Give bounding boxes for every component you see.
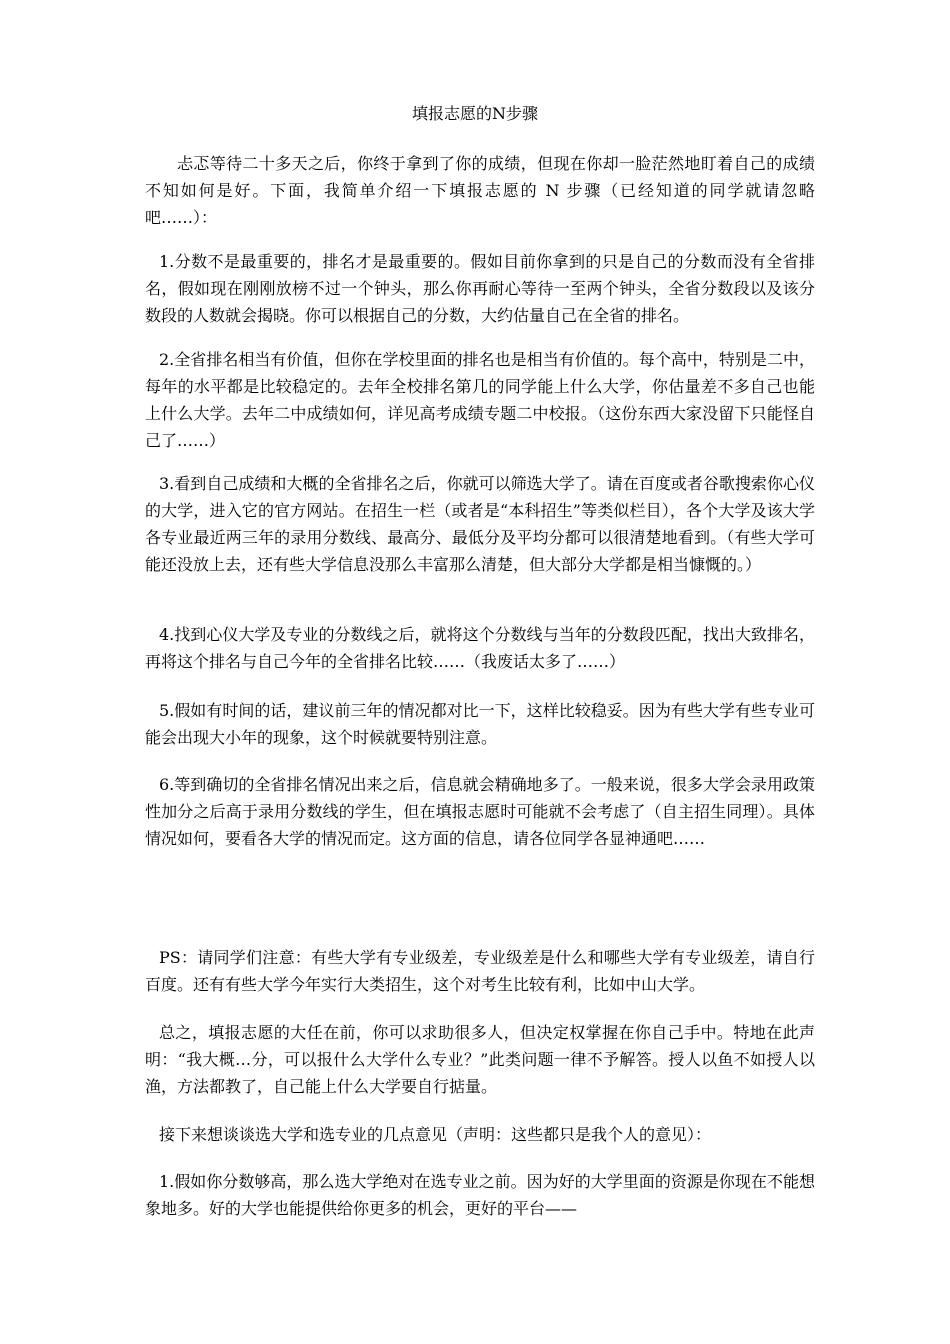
step-5-paragraph: 5.假如有时间的话，建议前三年的情况都对比一下，这样比较稳妥。因为有些大学有些专业可能会出现大小年的现象，这个时候就要特别注意。 (145, 701, 815, 747)
ps-paragraph: PS：请同学们注意：有些大学有专业级差，专业级差是什么和哪些大学有专业级差，请自行百度。还有有些大学今年实行大类招生，这个对考生比较有利，比如中山大学。 (145, 948, 815, 994)
document-title: 填报志愿的N步骤 (411, 104, 538, 123)
step-1-paragraph: 1.分数不是最重要的，排名才是最重要的。假如目前你拿到的只是自己的分数而没有全省排名，假如现在刚刚放榜不过一个钟头，那么你再耐心等待一至两个钟头，全省分数段以及该分数段的人数就会揭晓。你可以根据自己的分数，大约估量自己在全省的排名。 (145, 252, 815, 325)
opinion-intro-paragraph: 接下来想谈谈选大学和选专业的几点意见（声明：这些都只是我个人的意见）： (159, 1125, 712, 1144)
summary-paragraph: 总之，填报志愿的大任在前，你可以求助很多人，但决定权掌握在你自己手中。特地在此声明：“我大概…分，可以报什么大学什么专业？”此类问题一律不予解答。授人以鱼不如授人以渔，方法都教了，自己能上什么大学要自行掂量。 (145, 1023, 815, 1096)
step-3-paragraph: 3.看到自己成绩和大概的全省排名之后，你就可以筛选大学了。请在百度或者谷歌搜索你心仪的大学，进入它的官方网站。在招生一栏（或者是“本科招生”等类似栏目），各个大学及该大学各专业最近两三年的录用分数线、最高分、最低分及平均分都可以很清楚地看到。（有些大学可能还没放上去，还有些大学信息没那么丰富那么清楚，但大部分大学都是相当慷慨的。） (145, 474, 815, 574)
step-2-paragraph: 2.全省排名相当有价值，但你在学校里面的排名也是相当有价值的。每个高中，特别是二中，每年的水平都是比较稳定的。去年全校排名第几的同学能上什么大学，你估量差不多自己也能上什么大学。去年二中成绩如何，详见高考成绩专题二中校报。（这份东西大家没留下只能怪自己了……） (145, 350, 815, 450)
intro-paragraph: 忐忑等待二十多天之后，你终于拿到了你的成绩，但现在你却一脸茫然地盯着自己的成绩不知如何是好。下面，我简单介绍一下填报志愿的 N 步骤（已经知道的同学就请忽略吧……）： (145, 154, 815, 227)
step-4-paragraph: 4.找到心仪大学及专业的分数线之后，就将这个分数线与当年的分数段匹配，找出大致排名，再将这个排名与自己今年的全省排名比较……（我废话太多了……） (145, 625, 815, 671)
step-6-paragraph: 6.等到确切的全省排名情况出来之后，信息就会精确地多了。一般来说，很多大学会录用政策性加分之后高于录用分数线的学生，但在填报志愿时可能就不会考虑了（自主招生同理）。具体情况如何，要看各大学的情况而定。这方面的信息，请各位同学各显神通吧…… (145, 775, 815, 848)
opinion-1-paragraph: 1.假如你分数够高，那么选大学绝对在选专业之前。因为好的大学里面的资源是你现在不能想象地多。好的大学也能提供给你更多的机会，更好的平台—— (145, 1172, 815, 1218)
